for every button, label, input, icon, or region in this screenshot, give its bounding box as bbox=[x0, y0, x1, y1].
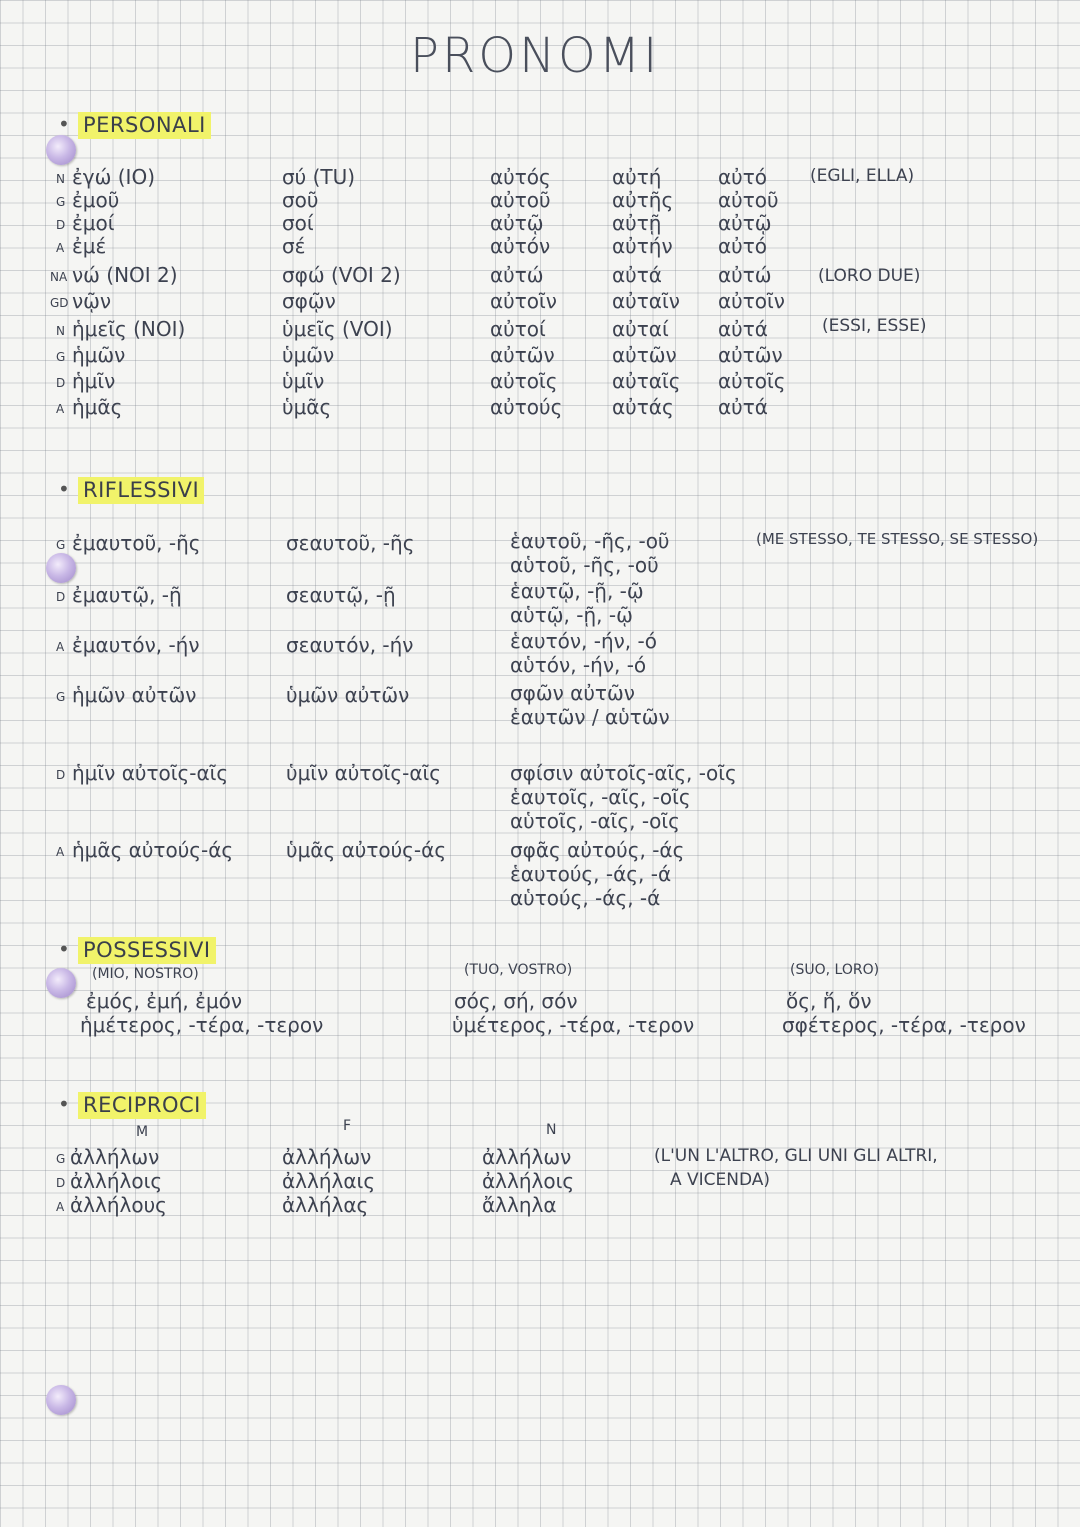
pronoun-form: ἐμαυτοῦ, -ῆς bbox=[72, 531, 201, 555]
pronoun-form: ἡμᾶς αὐτούς-άς bbox=[72, 838, 234, 862]
case-label: D bbox=[56, 768, 66, 782]
pronoun-form: ὑμᾶς αὐτούς-άς bbox=[286, 838, 447, 862]
translation-note: (LORO DUE) bbox=[818, 266, 921, 286]
pronoun-form: ἀλλήλοις bbox=[70, 1169, 163, 1193]
translation-note: (L'UN L'ALTRO, GLI UNI GLI ALTRI, bbox=[654, 1146, 938, 1166]
pronoun-form: αὐτώ bbox=[490, 263, 544, 287]
pronoun-form: ὑμῖν bbox=[282, 369, 325, 393]
pronoun-form: ὑμῖν αὐτοῖς-αῖς bbox=[286, 761, 442, 785]
pronoun-form: αὐτῶν bbox=[490, 343, 555, 367]
translation-note: (ESSI, ESSE) bbox=[822, 316, 927, 336]
pronoun-form: αὐτώ bbox=[718, 263, 772, 287]
pronoun-form: αὐταῖν bbox=[612, 289, 680, 313]
column-label: (TUO, VOSTRO) bbox=[464, 962, 573, 978]
pronoun-form: αὑτῷ, -ῇ, -ῷ bbox=[510, 603, 633, 627]
pronoun-form: αὑτούς, -άς, -ά bbox=[510, 886, 661, 910]
column-label: (SUO, LORO) bbox=[790, 962, 880, 978]
pronoun-form: ἀλλήλων bbox=[282, 1145, 372, 1169]
pronoun-form: αὐτό bbox=[718, 234, 768, 258]
case-label: A bbox=[56, 241, 65, 255]
pronoun-form: ἐμοί bbox=[72, 211, 115, 235]
pronoun-form: ἑαυτοῦ, -ῆς, -οῦ bbox=[510, 529, 670, 553]
page-title: PRONOMI bbox=[410, 28, 661, 84]
pronoun-form: αὐτοῖν bbox=[718, 289, 785, 313]
pronoun-form: αὐτάς bbox=[612, 395, 674, 419]
pronoun-form: σοί bbox=[282, 211, 314, 235]
pronoun-form: αὐτοί bbox=[490, 317, 546, 341]
case-label: A bbox=[56, 1200, 65, 1214]
pronoun-form: αὐτῶν bbox=[612, 343, 677, 367]
pronoun-form: ἀλλήλων bbox=[70, 1145, 160, 1169]
pronoun-form: ἡμῶν bbox=[72, 343, 126, 367]
binder-hole bbox=[46, 553, 76, 583]
gender-label: F bbox=[343, 1118, 352, 1134]
gender-label: N bbox=[546, 1122, 557, 1138]
pronoun-form: ἡμῖν αὐτοῖς-αῖς bbox=[72, 761, 229, 785]
pronoun-form: ἑαυτῷ, -ῇ, -ῷ bbox=[510, 579, 644, 603]
pronoun-form: ἐμαυτῷ, -ῇ bbox=[72, 583, 182, 607]
pronoun-form: ἡμᾶς bbox=[72, 395, 123, 419]
pronoun-form: αὐτῷ bbox=[490, 211, 544, 235]
pronoun-form: αὐτῇ bbox=[612, 211, 662, 235]
pronoun-form: αὐτά bbox=[718, 395, 768, 419]
case-label: D bbox=[56, 1176, 66, 1190]
binder-hole bbox=[46, 968, 76, 998]
case-label: GD bbox=[50, 296, 69, 310]
pronoun-form: ἑαυτόν, -ήν, -ό bbox=[510, 629, 657, 653]
pronoun-form: ὑμέτερος, -τέρα, -τερον bbox=[452, 1013, 695, 1037]
pronoun-form: σύ (TU) bbox=[282, 165, 356, 189]
column-label: (MIO, NOSTRO) bbox=[92, 966, 199, 982]
pronoun-form: νώ (NOI 2) bbox=[72, 263, 178, 287]
translation-note: (EGLI, ELLA) bbox=[810, 166, 915, 186]
pronoun-form: ἡμέτερος, -τέρα, -τερον bbox=[80, 1013, 324, 1037]
pronoun-form: ἑαυτοῖς, -αῖς, -οῖς bbox=[510, 785, 691, 809]
case-label: D bbox=[56, 218, 66, 232]
pronoun-form: ἡμῶν αὐτῶν bbox=[72, 683, 197, 707]
binder-hole bbox=[46, 1385, 76, 1415]
pronoun-form: ἑαυτῶν / αὑτῶν bbox=[510, 705, 670, 729]
pronoun-form: αὐτός bbox=[490, 165, 551, 189]
pronoun-form: ἀλλήλοις bbox=[482, 1169, 575, 1193]
pronoun-form: αὑτόν, -ήν, -ό bbox=[510, 653, 647, 677]
pronoun-form: σφίσιν αὐτοῖς-αῖς, -οῖς bbox=[510, 761, 737, 785]
pronoun-form: ὑμᾶς bbox=[282, 395, 332, 419]
pronoun-form: αὐτοῖς bbox=[718, 369, 786, 393]
section-heading-reciproci: RECIPROCI bbox=[78, 1092, 206, 1119]
gender-label: M bbox=[136, 1124, 149, 1140]
pronoun-form: σεαυτοῦ, -ῆς bbox=[286, 531, 415, 555]
pronoun-form: ἐγώ (IO) bbox=[72, 165, 155, 189]
pronoun-form: ἀλλήλους bbox=[70, 1193, 167, 1217]
bullet-icon: • bbox=[58, 1092, 70, 1116]
pronoun-form: αὐτοῦ bbox=[490, 188, 551, 212]
pronoun-form: ἀλλήλων bbox=[482, 1145, 572, 1169]
pronoun-form: ἡμεῖς (NOI) bbox=[72, 317, 186, 341]
case-label: G bbox=[56, 538, 66, 552]
pronoun-form: ἄλληλα bbox=[482, 1193, 557, 1217]
case-label: G bbox=[56, 350, 66, 364]
pronoun-form: ὅς, ἥ, ὅν bbox=[786, 989, 872, 1013]
pronoun-form: σοῦ bbox=[282, 188, 319, 212]
pronoun-form: αὐτά bbox=[718, 317, 768, 341]
pronoun-form: αὐταί bbox=[612, 317, 669, 341]
case-label: D bbox=[56, 590, 66, 604]
section-heading-possessivi: POSSESSIVI bbox=[78, 937, 216, 964]
case-label: G bbox=[56, 690, 66, 704]
pronoun-form: αὐτήν bbox=[612, 234, 673, 258]
translation-note: A VICENDA) bbox=[670, 1170, 771, 1190]
case-label: A bbox=[56, 640, 65, 654]
pronoun-form: ἑαυτούς, -άς, -ά bbox=[510, 862, 672, 886]
pronoun-form: αὑτοῦ, -ῆς, -οῦ bbox=[510, 553, 659, 577]
pronoun-form: αὐτῆς bbox=[612, 188, 674, 212]
pronoun-form: σφῶν αὐτῶν bbox=[510, 681, 635, 705]
pronoun-form: αὐτοῦ bbox=[718, 188, 779, 212]
pronoun-form: ἡμῖν bbox=[72, 369, 116, 393]
pronoun-form: σεαυτόν, -ήν bbox=[286, 633, 414, 657]
pronoun-form: αὐτούς bbox=[490, 395, 563, 419]
pronoun-form: ἐμέ bbox=[72, 234, 107, 258]
section-heading-personali: PERSONALI bbox=[78, 112, 211, 139]
pronoun-form: ὑμῶν αὐτῶν bbox=[286, 683, 410, 707]
bullet-icon: • bbox=[58, 937, 70, 961]
pronoun-form: αὐτόν bbox=[490, 234, 551, 258]
pronoun-form: ἀλλήλας bbox=[282, 1193, 369, 1217]
pronoun-form: αὐτά bbox=[612, 263, 662, 287]
case-label: A bbox=[56, 402, 65, 416]
pronoun-form: σφῷν bbox=[282, 289, 336, 313]
pronoun-form: ἐμαυτόν, -ήν bbox=[72, 633, 200, 657]
pronoun-form: αὐτῷ bbox=[718, 211, 772, 235]
pronoun-form: αὐτῶν bbox=[718, 343, 783, 367]
section-heading-riflessivi: RIFLESSIVI bbox=[78, 477, 204, 504]
pronoun-form: σφέτερος, -τέρα, -τερον bbox=[782, 1013, 1026, 1037]
pronoun-form: σφώ (VOI 2) bbox=[282, 263, 401, 287]
pronoun-form: σός, σή, σόν bbox=[454, 989, 578, 1013]
bullet-icon: • bbox=[58, 477, 70, 501]
case-label: NA bbox=[50, 270, 68, 284]
bullet-icon: • bbox=[58, 112, 70, 136]
case-label: D bbox=[56, 376, 66, 390]
pronoun-form: ἀλλήλαις bbox=[282, 1169, 376, 1193]
pronoun-form: ἐμοῦ bbox=[72, 188, 120, 212]
pronoun-form: νῷν bbox=[72, 289, 112, 313]
pronoun-form: ὑμεῖς (VOI) bbox=[282, 317, 393, 341]
case-label: A bbox=[56, 845, 65, 859]
case-label: G bbox=[56, 1152, 66, 1166]
binder-hole bbox=[46, 135, 76, 165]
pronoun-form: αὐτή bbox=[612, 165, 662, 189]
pronoun-form: αὐταῖς bbox=[612, 369, 681, 393]
pronoun-form: αὑτοῖς, -αῖς, -οῖς bbox=[510, 809, 680, 833]
case-label: N bbox=[56, 172, 65, 186]
pronoun-form: αὐτοῖς bbox=[490, 369, 558, 393]
case-label: G bbox=[56, 195, 66, 209]
pronoun-form: ὑμῶν bbox=[282, 343, 335, 367]
translation-note: (ME STESSO, TE STESSO, SE STESSO) bbox=[756, 530, 1039, 548]
pronoun-form: σφᾶς αὐτούς, -άς bbox=[510, 838, 685, 862]
case-label: N bbox=[56, 324, 65, 338]
pronoun-form: σέ bbox=[282, 234, 306, 258]
pronoun-form: αὐτό bbox=[718, 165, 768, 189]
pronoun-form: αὐτοῖν bbox=[490, 289, 557, 313]
pronoun-form: σεαυτῷ, -ῇ bbox=[286, 583, 396, 607]
pronoun-form: ἐμός, ἐμή, ἐμόν bbox=[86, 989, 243, 1013]
